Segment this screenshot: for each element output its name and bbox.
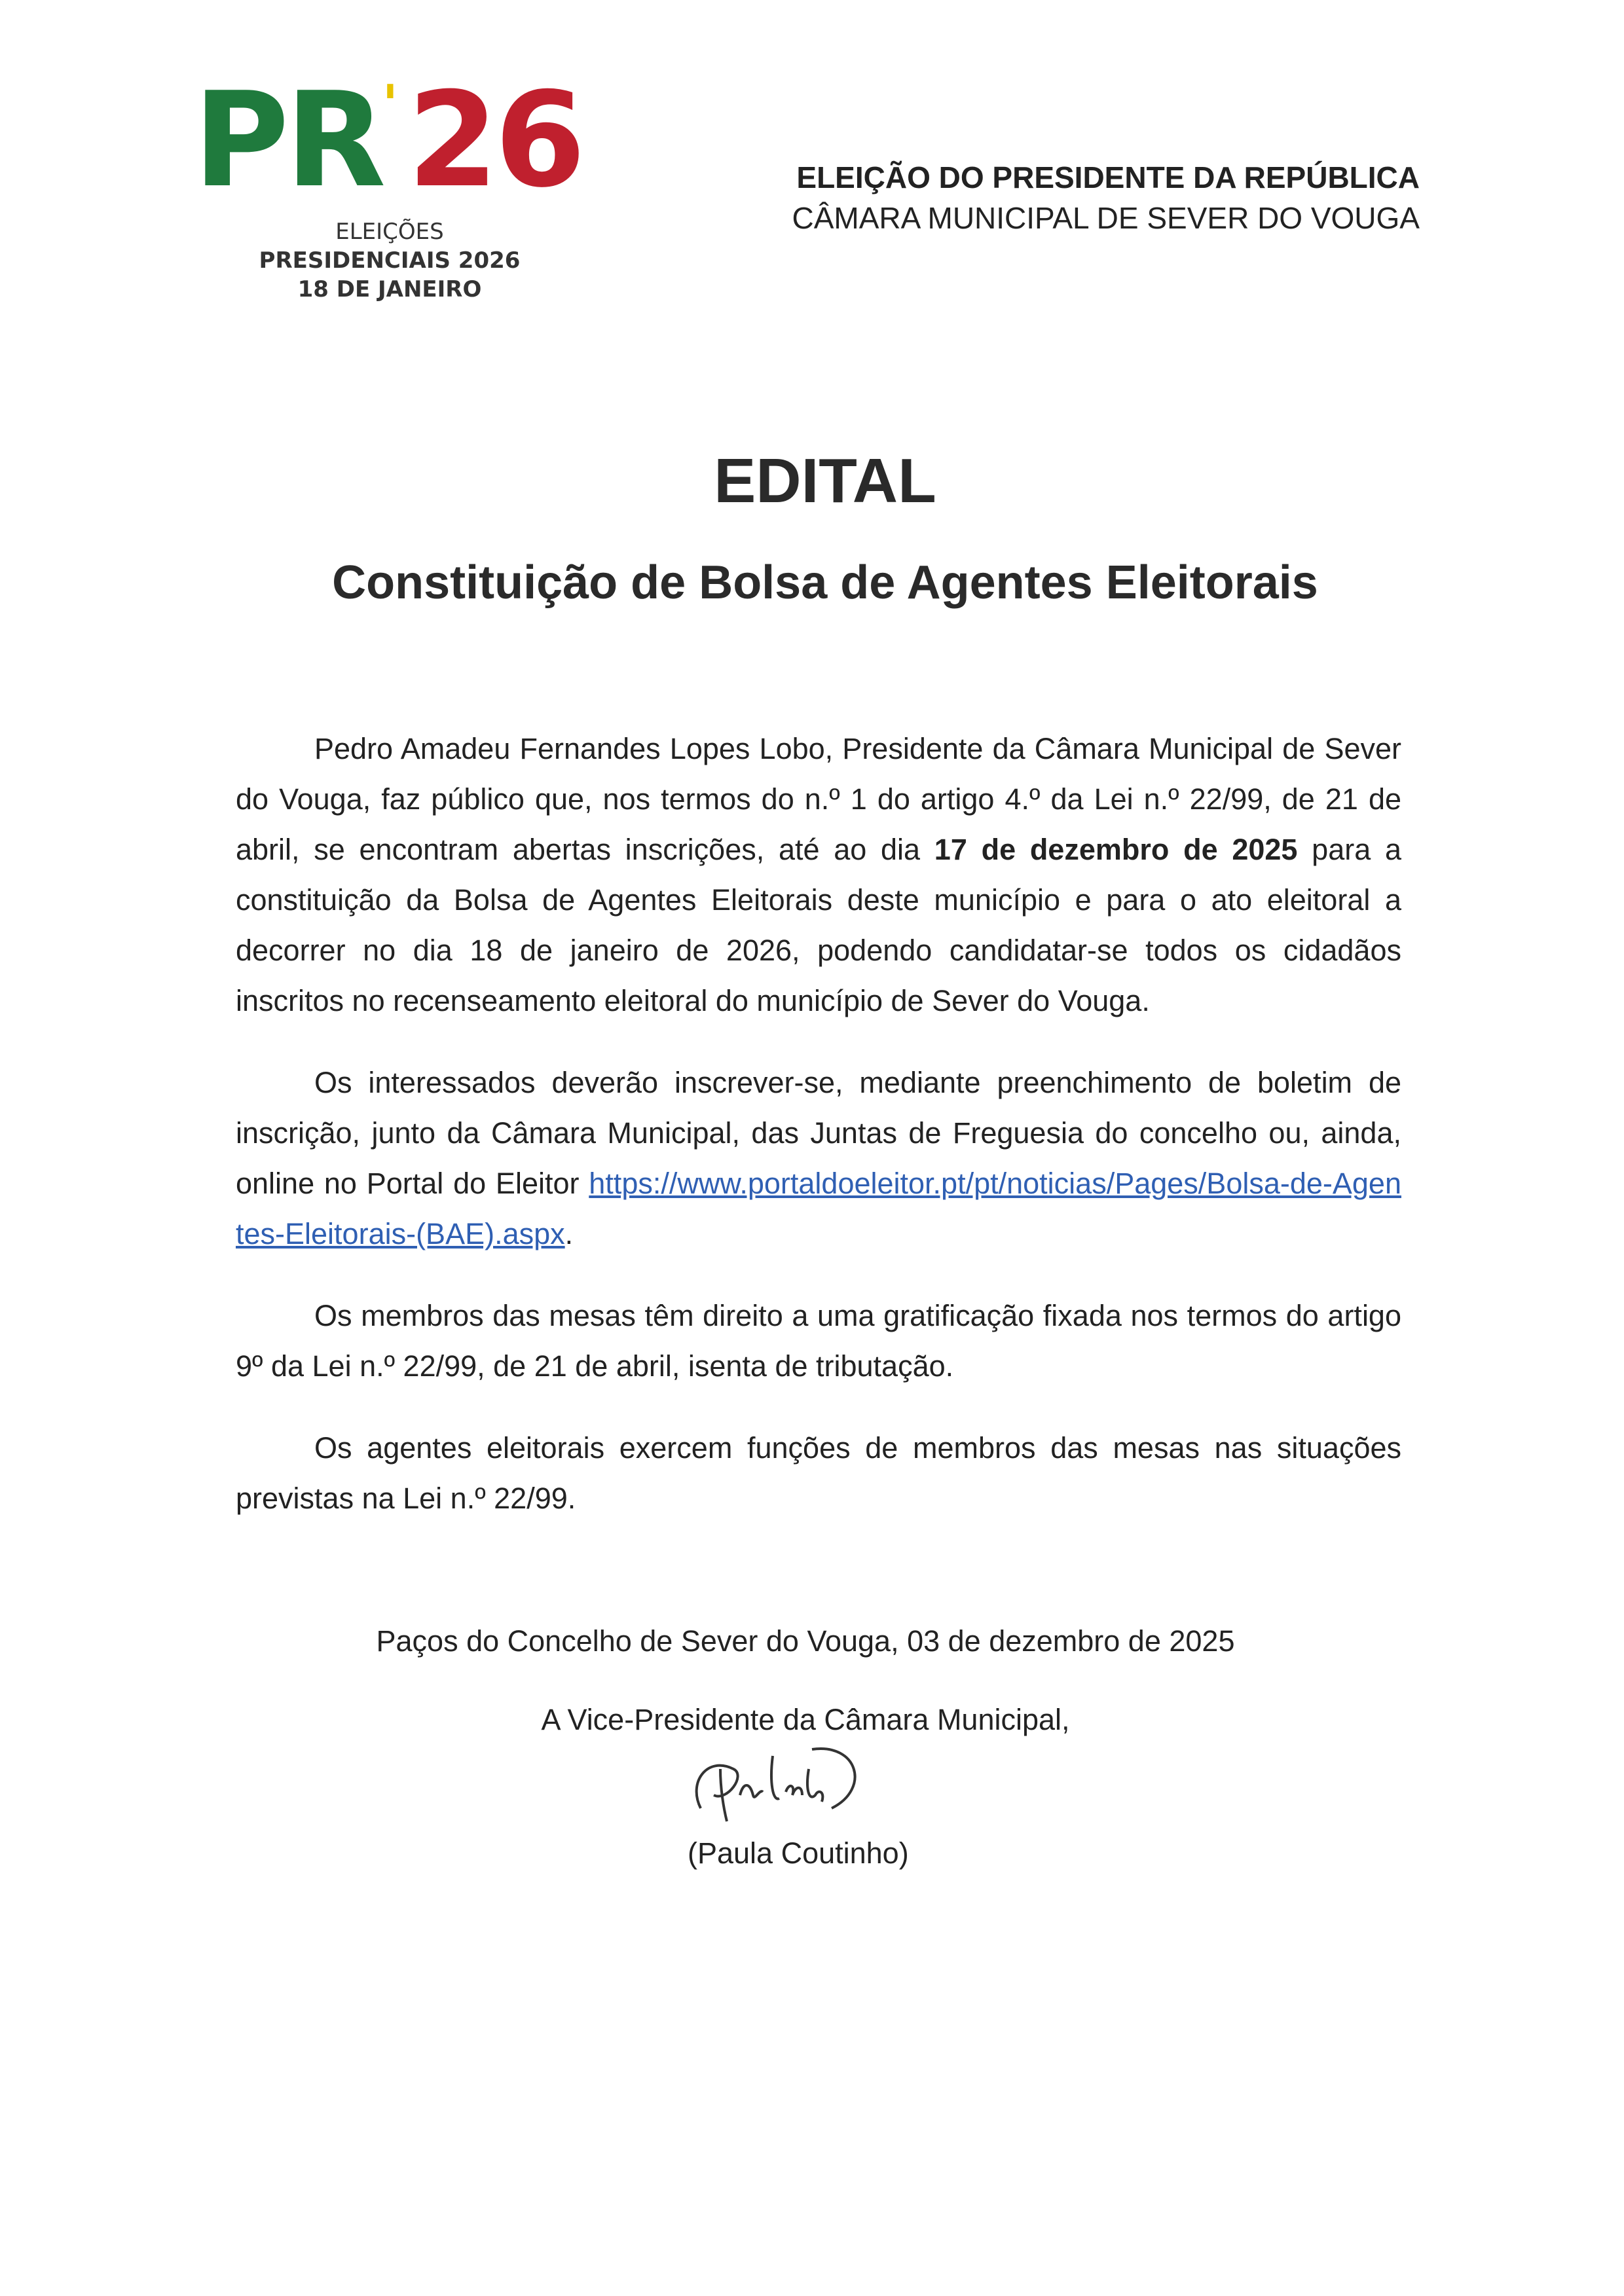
paragraph-3: Os membros das mesas têm direito a uma gratificação fixada nos termos do artigo 9º da Lei n.º 22/99, de 21 de abril, isenta de tributação. (236, 1299, 1401, 1383)
deadline-date: 17 de dezembro de 2025 (934, 833, 1298, 866)
signatory-role: A Vice-Presidente da Câmara Municipal, (541, 1703, 1070, 1736)
p2-text: Os interessados deverão inscrever-se, mediante preenchimento de boletim de inscrição, junto da Câmara Municipal, das Juntas de Freguesia do concelho ou, ainda, online no Portal do Eleitor (236, 1066, 1401, 1200)
portal-link[interactable]: https://www.portaldoeleitor.pt/pt/noticias/Pages/Bolsa-de-Agentes-Eleitorais-(BAE).aspx (236, 1167, 1401, 1250)
document-title: EDITAL (714, 446, 936, 516)
place-date: Paços do Concelho de Sever do Vouga, 03 de dezembro de 2025 (376, 1624, 1235, 1658)
paragraph-4: Os agentes eleitorais exercem funções de membros das mesas nas situações previstas na Lei n.º 22/99. (236, 1431, 1401, 1515)
paragraph-1 (236, 723, 1401, 1026)
document-header (792, 157, 1420, 238)
logo-line1: ELEIÇÕES (335, 219, 444, 245)
logo-line3: 18 DE JANEIRO (297, 276, 482, 302)
logo-number: 26 (407, 64, 582, 217)
p1-text-end: para a constituição da Bolsa de Agentes Eleitorais deste município e para o ato eleitoral a decorrer no dia 18 de janeiro de 2026, podendo candidatar-se todos os cidadãos inscritos no recenseamento eleitoral do município de Sever do Vouga. (236, 833, 1401, 1017)
logo-line2: PRESIDENCIAIS 2026 (259, 247, 521, 274)
document-subtitle: Constituição de Bolsa de Agentes Eleitorais (332, 556, 1318, 609)
p1-text: Pedro Amadeu Fernandes Lopes Lobo, Presidente da Câmara Municipal de Sever do Vouga, faz público que, nos termos do n.º 1 do artigo 4.º da Lei n.º 22/99, de 21 de abril, se encontram abertas inscrições, até ao dia (236, 732, 1401, 866)
header-line1: ELEIÇÃO DO PRESIDENTE DA REPÚBLICA (796, 160, 1420, 194)
paragraph-2 (236, 1057, 1401, 1259)
signatory-name: (Paula Coutinho) (688, 1836, 909, 1870)
logo-mark (193, 64, 582, 217)
logo-accent-icon: ' (382, 74, 395, 135)
document-body (236, 723, 1401, 1523)
p2-text-end: . (564, 1217, 574, 1250)
election-logo (193, 64, 582, 304)
logo-caption (219, 217, 560, 304)
signature-icon (681, 1740, 877, 1831)
document-content (236, 723, 1401, 1873)
header-line2: CÂMARA MUNICIPAL DE SEVER DO VOUGA (792, 201, 1420, 235)
logo-letters: PR (193, 64, 382, 217)
